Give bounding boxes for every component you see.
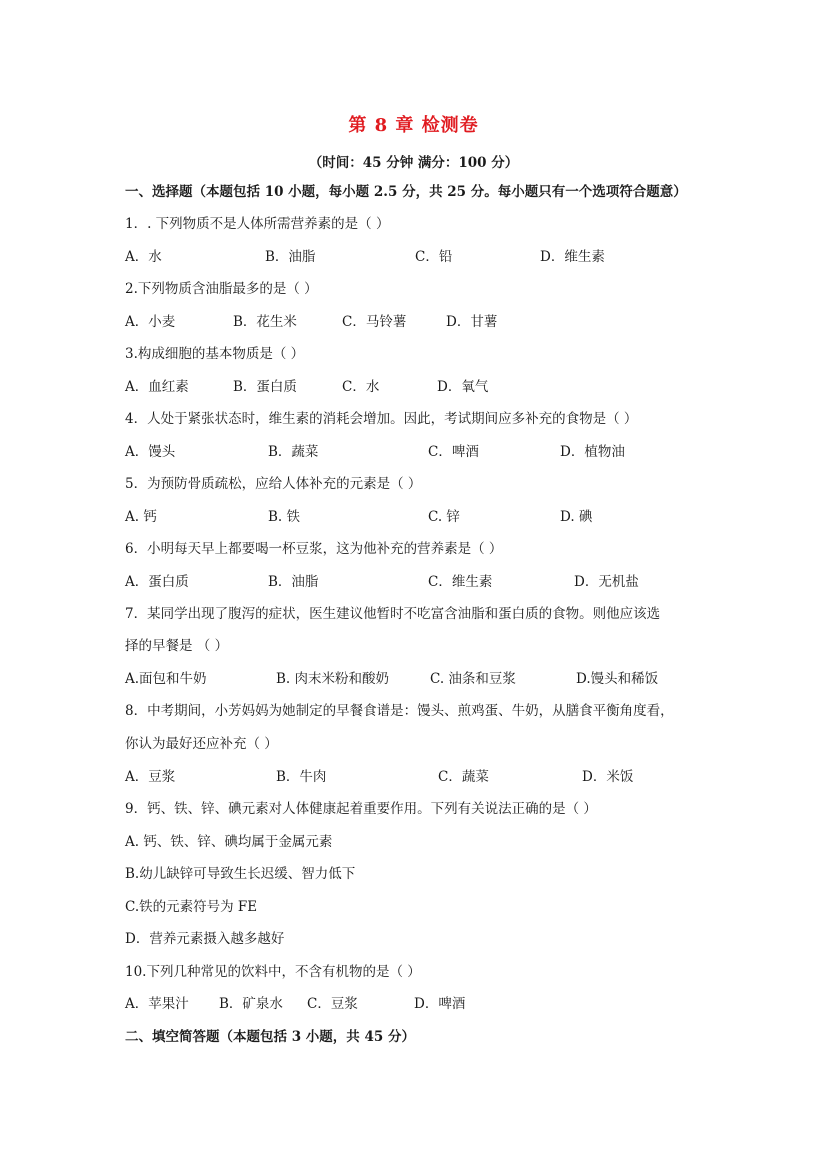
question-8-option-c: C．蔬菜	[438, 769, 489, 785]
question-5-stem: 5．为预防骨质疏松，应给人体补充的元素是（ ）	[125, 476, 422, 492]
question-9-option-b: B.幼儿缺锌可导致生长迟缓、智力低下	[125, 866, 356, 882]
question-3-option-a: A．血红素	[125, 379, 189, 395]
question-7-option-b: B. 肉末米粉和酸奶	[276, 671, 390, 687]
question-8-option-d: D．米饭	[582, 769, 634, 785]
question-1-stem: 1．. 下列物质不是人体所需营养素的是（ ）	[125, 216, 390, 232]
question-5-option-d: D. 碘	[560, 509, 593, 525]
question-6-stem: 6．小明每天早上都要喝一杯豆浆，这为他补充的营养素是（ ）	[125, 541, 503, 557]
question-2-stem: 2.下列物质含油脂最多的是（ ）	[125, 281, 318, 297]
question-1-option-b: B．油脂	[265, 249, 316, 265]
question-9-option-c: C.铁的元素符号为 FE	[125, 899, 258, 915]
question-3-option-c: C．水	[342, 379, 380, 395]
question-8-stem-line-1: 8．中考期间，小芳妈妈为她制定的早餐食谱是：馒头、煎鸡蛋、牛奶，从膳食平衡角度看，	[125, 703, 674, 719]
question-2-option-a: A．小麦	[125, 314, 176, 330]
question-5-option-a: A. 钙	[125, 509, 157, 525]
section-heading-fill: 二、填空简答题（本题包括 3 小题，共 45 分）	[125, 1029, 415, 1045]
question-6-option-c: C．维生素	[428, 574, 493, 590]
question-3-option-b: B．蛋白质	[233, 379, 297, 395]
question-4-option-c: C．啤酒	[428, 444, 479, 460]
question-4-option-d: D．植物油	[560, 444, 625, 460]
question-8-stem-line-2: 你认为最好还应补充（ ）	[125, 736, 278, 752]
question-3-stem: 3.构成细胞的基本物质是（ ）	[125, 346, 305, 362]
question-6-option-a: A．蛋白质	[125, 574, 189, 590]
question-1-option-d: D．维生素	[540, 249, 605, 265]
question-2-option-d: D．甘薯	[446, 314, 498, 330]
question-10-option-b: B．矿泉水	[219, 996, 283, 1012]
question-4-option-a: A．馒头	[125, 444, 176, 460]
question-2-option-b: B．花生米	[233, 314, 297, 330]
section-heading-choice: 一、选择题（本题包括 10 小题，每小题 2.5 分，共 25 分。每小题只有一个选项符合题意）	[125, 184, 687, 200]
question-8-option-a: A．豆浆	[125, 769, 176, 785]
question-6-option-b: B．油脂	[268, 574, 319, 590]
question-9-stem: 9．钙、铁、锌、碘元素对人体健康起着重要作用。下列有关说法正确的是（ ）	[125, 801, 597, 817]
exam-info: （时间：45 分钟 满分：100 分）	[308, 155, 519, 171]
question-10-option-d: D．啤酒	[414, 996, 466, 1012]
question-5-option-c: C. 锌	[428, 509, 460, 525]
question-2-option-c: C．马铃薯	[342, 314, 407, 330]
question-4-option-b: B．蔬菜	[268, 444, 319, 460]
question-7-stem-line-2: 择的早餐是 （ ）	[125, 638, 229, 654]
question-9-option-d: D．营养元素摄入越多越好	[125, 931, 285, 947]
question-6-option-d: D．无机盐	[574, 574, 639, 590]
question-10-option-c: C．豆浆	[307, 996, 358, 1012]
question-9-option-a: A. 钙、铁、锌、碘均属于金属元素	[125, 834, 333, 850]
question-10-option-a: A．苹果汁	[125, 996, 189, 1012]
question-5-option-b: B. 铁	[268, 509, 301, 525]
question-7-option-a: A.面包和牛奶	[125, 671, 207, 687]
question-8-option-b: B．牛肉	[276, 769, 327, 785]
page-title: 第 8 章 检测卷	[348, 115, 479, 136]
question-1-option-c: C．铅	[415, 249, 453, 265]
question-7-stem-line-1: 7．某同学出现了腹泻的症状，医生建议他暂时不吃富含油脂和蛋白质的食物。则他应该选	[125, 606, 661, 622]
question-7-option-d: D.馒头和稀饭	[576, 671, 659, 687]
question-4-stem: 4．人处于紧张状态时，维生素的消耗会增加。因此，考试期间应多补充的食物是（ ）	[125, 411, 638, 427]
question-1-option-a: A．水	[125, 249, 162, 265]
question-10-stem: 10.下列几种常见的饮料中，不含有机物的是（ ）	[125, 964, 421, 980]
question-3-option-d: D．氧气	[437, 379, 489, 395]
question-7-option-c: C. 油条和豆浆	[430, 671, 516, 687]
